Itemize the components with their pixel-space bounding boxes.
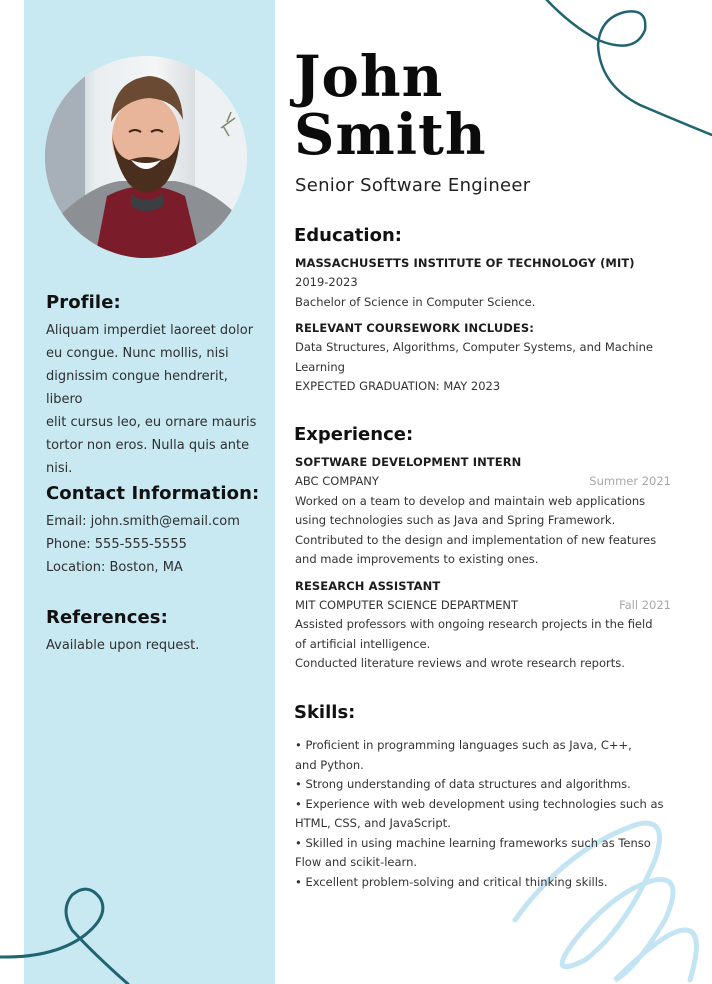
teal-squiggle-top-decoration [540, 0, 712, 140]
school-name: MASSACHUSETTS INSTITUTE OF TECHNOLOGY (MIT) [295, 256, 635, 270]
portrait-illustration [45, 56, 247, 258]
education-heading: Education: [294, 225, 402, 246]
contact-details [46, 510, 266, 579]
experience-section [295, 453, 671, 674]
expected-graduation: EXPECTED GRADUATION: MAY 2023 [295, 379, 501, 393]
profile-photo [45, 56, 247, 258]
coursework-heading: RELEVANT COURSEWORK INCLUDES: [295, 321, 534, 335]
job-company-row [295, 472, 671, 492]
candidate-name [294, 44, 487, 168]
job-description-line: Contributed to the design and implementation of new features [295, 532, 657, 547]
skill-line: • Excellent problem-solving and critical thinking skills. [295, 874, 608, 889]
job-title-entry: RESEARCH ASSISTANT [295, 578, 441, 593]
skill-line: • Experience with web development using technologies such as [295, 796, 664, 811]
skills-section [295, 736, 671, 892]
job-description-line: and made improvements to existing ones. [295, 552, 539, 566]
skill-line: • Skilled in using machine learning frameworks such as Tenso [295, 835, 651, 850]
education-years: 2019-2023 [295, 275, 358, 289]
job-company-row [295, 596, 671, 616]
skill-line: and Python. [295, 757, 364, 772]
job-description-line: Worked on a team to develop and maintain web applications [295, 493, 646, 508]
job-date: Summer 2021 [589, 474, 671, 488]
skill-line: • Strong understanding of data structures and algorithms. [295, 777, 631, 791]
job-title: Senior Software Engineer [295, 175, 531, 196]
contact-heading: Contact Information: [46, 483, 260, 504]
skills-heading: Skills: [294, 702, 356, 723]
job-description-line: Assisted professors with ongoing research projects in the field [295, 617, 653, 631]
degree: Bachelor of Science in Computer Science. [295, 294, 536, 309]
contact-email[interactable]: Email: john.smith@email.com [46, 514, 240, 529]
first-name: John [294, 44, 444, 110]
job-entry [295, 453, 671, 570]
job-company: ABC COMPANY [295, 474, 379, 488]
skill-line: HTML, CSS, and JavaScript. [295, 816, 451, 830]
job-description-line: Conducted literature reviews and wrote research reports. [295, 656, 625, 670]
last-name: Smith [294, 102, 487, 168]
skill-line: Flow and scikit-learn. [295, 855, 418, 869]
references-text: Available upon request. [46, 638, 200, 653]
references-heading: References: [46, 607, 168, 628]
contact-phone[interactable]: Phone: 555-555-5555 [46, 537, 187, 552]
profile-line: dignissim congue hendrerit, libero [46, 369, 228, 407]
job-description-line: using technologies such as Java and Spring Framework. [295, 513, 616, 527]
profile-line: tortor non eros. Nulla quis ante [46, 438, 250, 453]
profile-text [46, 319, 266, 480]
profile-heading: Profile: [46, 292, 121, 313]
profile-line: nisi. [46, 461, 73, 476]
profile-section [46, 292, 266, 480]
job-description-line: of artificial intelligence. [295, 636, 431, 651]
profile-line: Aliquam imperdiet laoreet dolor [46, 323, 254, 338]
job-title-entry: SOFTWARE DEVELOPMENT INTERN [295, 455, 522, 469]
contact-section [46, 483, 266, 579]
job-date: Fall 2021 [619, 597, 671, 612]
references-section [46, 607, 266, 657]
coursework-line: Learning [295, 359, 345, 374]
coursework-line: Data Structures, Algorithms, Computer Systems, and Machine [295, 340, 653, 354]
education-section [295, 254, 671, 397]
experience-heading: Experience: [294, 424, 414, 445]
profile-line: eu congue. Nunc mollis, nisi [46, 346, 229, 361]
skill-line: • Proficient in programming languages such as Java, C++, [295, 738, 632, 752]
job-company: MIT COMPUTER SCIENCE DEPARTMENT [295, 597, 519, 612]
job-entry [295, 577, 671, 674]
contact-location: Location: Boston, MA [46, 560, 183, 575]
profile-line: elit cursus leo, eu ornare mauris [46, 415, 257, 430]
